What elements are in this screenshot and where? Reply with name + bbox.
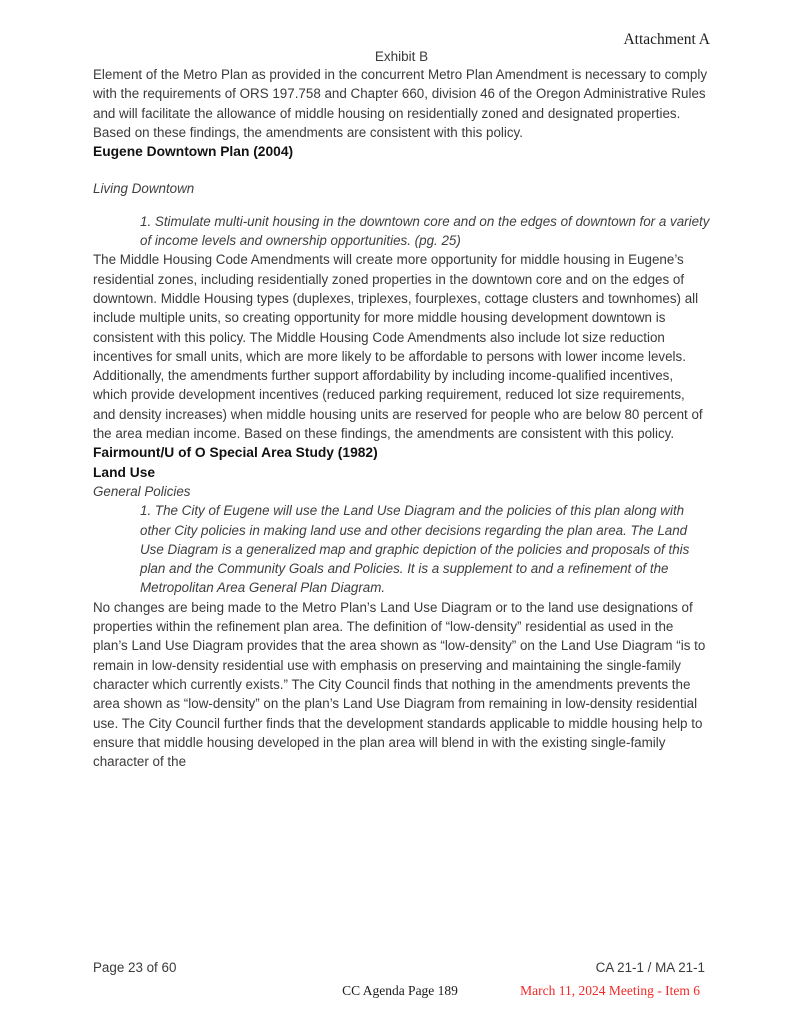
agenda-page-number: CC Agenda Page 189 — [342, 983, 458, 998]
page-content — [93, 0, 710, 771]
quote-stimulate-housing: 1. Stimulate multi-unit housing in the downtown core and on the edges of downtown for a variety of income levels and ownership opportunities. (pg. 25) — [140, 213, 710, 249]
exhibit-label: Exhibit B — [374, 49, 429, 64]
paragraph-metro-plan-findings: Element of the Metro Plan as provided in the concurrent Metro Plan Amendment is necessary to comply with the requirements of ORS 197.758 and Chapter 660, division 46 of the Oregon Administrative Rules and will facilitate the allowance of middle housing on residentially zoned and designated properties. Based on these findings, the amendments are consistent with this policy. — [93, 67, 708, 140]
paragraph-no-changes-land-use: No changes are being made to the Metro Plan’s Land Use Diagram or to the land use designations of properties within the refinement plan area. The definition of “low-density” residential as used in the plan’s Land Use Diagram provides that the area shown as “low-density” on the Land Use Diagram “is to remain in low-density residential use with emphasis on preserving and maintaining the single-family character which currently exists.” The City Council finds that nothing in the amendments prevents the area shown as “low-density” on the plan’s Land Use Diagram from remaining in low-density residential use. The City Council further finds that the development standards applicable to middle housing help to ensure that middle housing developed in the plan area will blend in with the existing single-family character of the — [93, 599, 706, 770]
subheading-general-policies: General Policies — [93, 483, 191, 499]
heading-fairmount-special-area-study: Fairmount/U of O Special Area Study (1982) — [93, 445, 378, 461]
subheading-living-downtown: Living Downtown — [93, 181, 195, 197]
quote-land-use-diagram: 1. The City of Eugene will use the Land Use Diagram and the policies of this plan along with other City policies in making land use and other decisions regarding the plan area. The Land Use Diagram is a generalized map and graphic depiction of the policies and proposals of this plan and the Community Goals and Policies. It is a supplement to and a refinement of the Metropolitan Area General Plan Diagram. — [140, 503, 690, 596]
meeting-date-item: March 11, 2024 Meeting - Item 6 — [520, 983, 700, 998]
case-number: CA 21-1 / MA 21-1 — [595, 960, 705, 975]
attachment-label: Attachment A — [623, 31, 710, 48]
footer-row-primary — [93, 958, 705, 977]
footer-row-secondary — [0, 981, 800, 1001]
heading-land-use: Land Use — [93, 464, 156, 480]
paragraph-middle-housing-code: The Middle Housing Code Amendments will create more opportunity for middle housing in Eugene’s residential zones, including residentially zoned properties in the downtown core and on the edges of downtown. Middle Housing types (duplexes, triplexes, fourplexes, cottage clusters and townhomes) all include multiple units, so creating opportunity for more middle housing development downtown is consistent with this policy. The Middle Housing Code Amendments also include lot size reduction incentives for small units, which are more likely to be affordable to persons with lower income levels. Additionally, the amendments further support affordability by including income-qualified incentives, which provide development incentives (reduced parking requirement, reduced lot size requirements, and density increases) when middle housing units are reserved for people who are below 80 percent of the area median income. Based on these findings, the amendments are consistent with this policy. — [93, 252, 703, 442]
heading-eugene-downtown-plan: Eugene Downtown Plan (2004) — [93, 144, 294, 160]
page-number: Page 23 of 60 — [93, 960, 177, 975]
